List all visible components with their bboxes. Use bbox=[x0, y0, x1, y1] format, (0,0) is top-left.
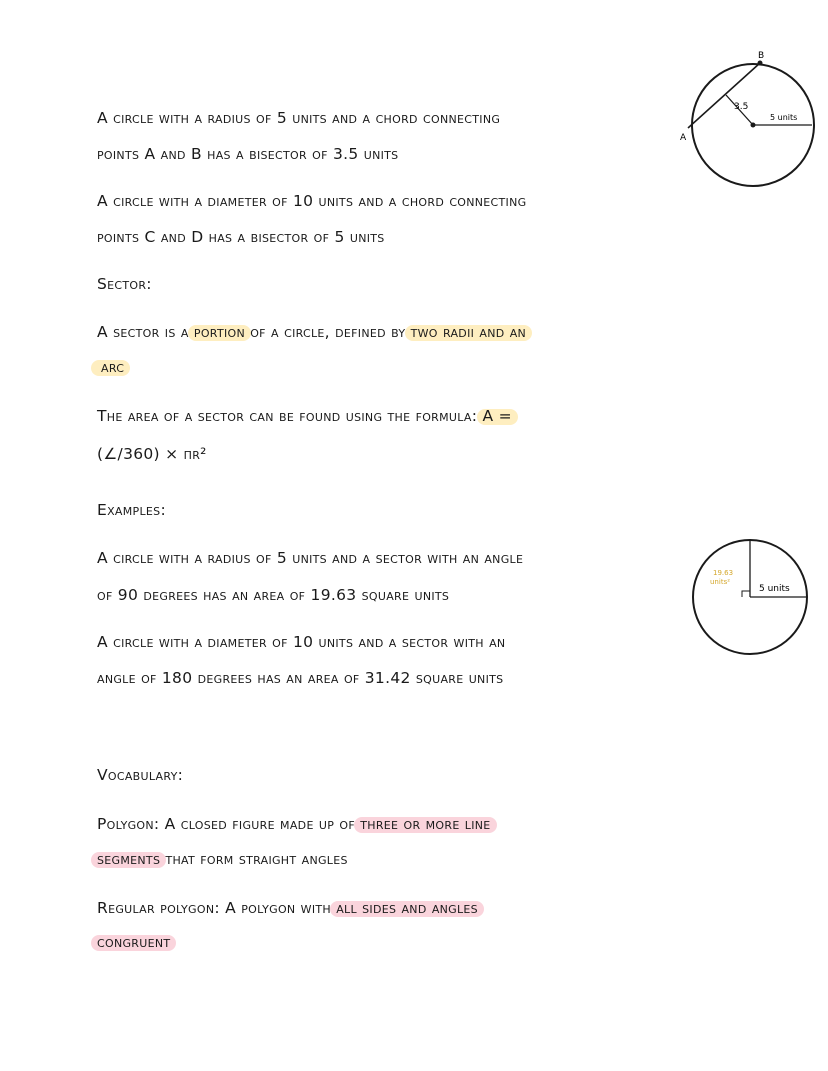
label-b: B bbox=[758, 51, 765, 61]
sector-circle-diagram bbox=[692, 536, 828, 656]
examples-heading: Examples: bbox=[97, 501, 166, 519]
sector-definition-line-1: A sector is a portion of a circle, defined by two radii and an bbox=[97, 323, 527, 341]
bisector-label: 3.5 bbox=[734, 102, 749, 112]
sector-example-1-line-1: A circle with a radius of 5 units and a sector with an angle bbox=[97, 549, 524, 567]
sector-heading: Sector: bbox=[97, 275, 152, 293]
chord-example-2-line-2: points C and D has a bisector of 5 units bbox=[97, 228, 385, 246]
chord-example-1-line-2: points A and B has a bisector of 3.5 units bbox=[97, 145, 399, 163]
regular-polygon-definition-line-1: Regular polygon: A polygon with all sides and angles bbox=[97, 899, 478, 917]
regular-polygon-definition-line-2 bbox=[97, 932, 170, 952]
point-b bbox=[758, 61, 763, 66]
vocabulary-heading: Vocabulary: bbox=[97, 766, 184, 784]
center-point bbox=[751, 123, 756, 128]
area-label: 19.63 bbox=[713, 569, 734, 577]
highlight-segments: segments bbox=[97, 850, 161, 868]
highlight-portion: portion bbox=[193, 323, 245, 341]
highlight-a-equals: A = bbox=[482, 407, 512, 425]
radius-label: 5 units bbox=[770, 113, 798, 122]
highlight-two-radii: two radii and an bbox=[410, 323, 527, 341]
area-unit-label: units² bbox=[710, 578, 731, 586]
chord-circle-diagram bbox=[678, 50, 828, 210]
sector-example-2-line-1: A circle with a diameter of 10 units and a sector with an bbox=[97, 633, 506, 651]
highlight-congruent: congruent bbox=[97, 933, 171, 951]
label-a: A bbox=[680, 133, 687, 143]
sector-formula-line-1: The area of a sector can be found using the formula: A = bbox=[97, 407, 512, 425]
right-angle-mark bbox=[742, 591, 750, 597]
chord-example-1-line-1: A circle with a radius of 5 units and a chord connecting bbox=[97, 109, 501, 127]
chord-example-2-line-1: A circle with a diameter of 10 units and a chord connecting bbox=[97, 192, 527, 210]
sector-definition-line-2 bbox=[97, 357, 124, 377]
radius-label: 5 units bbox=[759, 584, 790, 594]
highlight-arc: arc bbox=[97, 358, 124, 376]
highlight-all-sides: all sides and angles bbox=[336, 899, 478, 917]
polygon-definition-line-1: Polygon: A closed figure made up of three or more line bbox=[97, 815, 491, 833]
polygon-definition-line-2: segments that form straight angles bbox=[97, 850, 348, 868]
sector-example-2-line-2: angle of 180 degrees has an area of 31.42 square units bbox=[97, 669, 504, 687]
sector-example-1-line-2: of 90 degrees has an area of 19.63 square units bbox=[97, 586, 450, 604]
sector-formula-line-2: (∠/360) × πr² bbox=[97, 445, 207, 463]
highlight-three-or-more: three or more line bbox=[360, 815, 491, 833]
